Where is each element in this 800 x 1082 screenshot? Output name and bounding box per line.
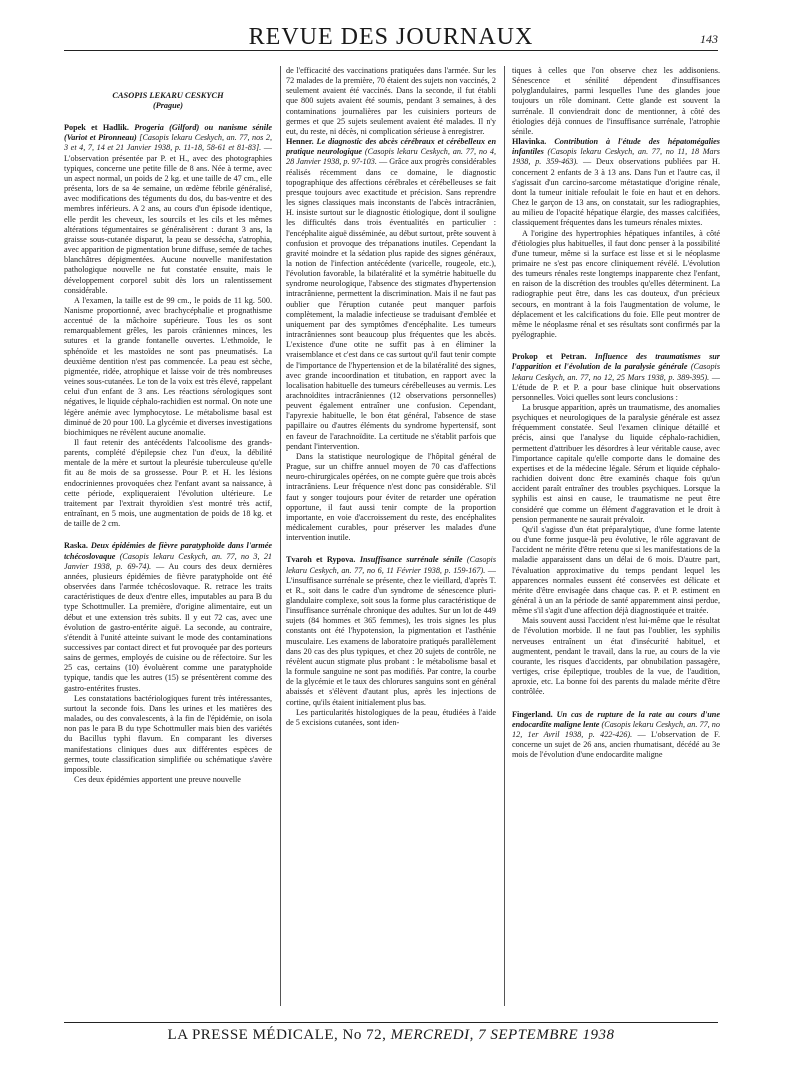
column-1: [64, 66, 272, 1006]
article-title: Un cas de rupture de la rate au cours d'une endocardite maligne lente: [512, 709, 720, 729]
article-lead: [64, 541, 272, 693]
article-citation: (Casopis lekaru Ceskych, an. 77, no 6, 11 Février 1938, p. 159-167).: [286, 555, 496, 575]
article-author: Popek et Hadlik.: [64, 123, 129, 133]
column-2: [286, 66, 496, 1006]
article-paragraph: Ces deux épidémies apportent une preuve nouvelle: [74, 775, 241, 784]
article-paragraph: Les particularités histologiques de la peau, étudiées à l'aide de 5 excisions cutanées, sont iden-: [286, 707, 496, 727]
article-citation: (Casopis lekaru Ceskych, an. 77, no 12, 25 Mars 1938, p. 389-395).: [512, 362, 720, 382]
article-text: — Au cours des deux dernières années, plusieurs épidémies de fièvre paratyphoïde ont été observées dans l'armée tchécoslovaque. R. retrace les traits caractéristiques de deux d'entre elles, imputables au para B du type Schottmuller. La première, d'origine alimentaire, eut un début et une extension très subits. Il y eut 72 cas, avec une évolution de gastro-entérite aiguë. La seconde, au contraire, s'étendit à l'unité atteinte suivant le mode des contaminations successives par contact direct et fut provoquée par des porteurs sains de germes, employés de cuisine ou de réfectoire. Sur les 25 cas, certains (10) évoluèrent comme une paratyphoïde typique, tandis que les autres (15) se présentèrent comme des gastro-entérites frustes.: [64, 561, 272, 693]
article-citation: (Casopis lekaru Ceskych, an. 77, no 3, 21 Janvier 1938, p. 69-74).: [64, 551, 272, 571]
header-rule: [64, 50, 718, 51]
column-3: [512, 66, 720, 1006]
article-rupture-rate: [512, 710, 720, 761]
article-insuffisance-surrenale: [286, 555, 496, 728]
article-author: Prokop et Petran.: [512, 352, 587, 362]
article-lead: [286, 137, 496, 452]
article-text: — L'observation présentée par P. et H., avec des photographies typiques, concerne une petite fille de 8 ans. Née à terme, avec un aspect normal, un poids de 2 kg. et une taille de 47 cm., elle présenta, lors de sa 4e semaine, un œdème fébrile généralisé, avec modifications des téguments du dos, du bas-ventre et des membres inférieurs. A 2 ans, au cours d'un épisode identique, elle perdit les cheveux, les sourcils et les cils et les mêmes altérations tégumentaires se généralisèrent : durant 3 ans, la graisse sous-cutanée disparut, la peau se dessécha, s'atrophia, avec apparition de pigmentation brune diffuse, semée de taches blanchâtres dépigmentées. Aucune nouvelle manifestation pathologique nouvelle ne fut constatée ensuite, mais le développement corporel subit dès lors un ralentissement considérable.: [64, 143, 272, 295]
column-divider: [280, 66, 281, 1006]
article-citation: (Casopis lekaru Ceskych, an. 77, no 4, 28 Janvier 1938, p. 97-103.: [286, 147, 496, 167]
footer-issue-date: MERCREDI, 7 SEPTEMBRE 1938: [390, 1027, 615, 1043]
journal-section-title: REVUE DES JOURNAUX: [248, 24, 534, 50]
page-header: [64, 22, 718, 52]
article-lead: [286, 555, 496, 707]
article-lead: [512, 352, 720, 403]
article-paratyphoide: [64, 541, 272, 785]
article-text: — L'étude de P. et P. a pour base clinique huit observations personnelles. Voici quelles sont leurs conclusions :: [512, 372, 720, 402]
article-author: Tvaroh et Rypova.: [286, 555, 356, 565]
article-author: Henner.: [286, 137, 314, 147]
article-title: Deux épidémies de fièvre paratyphoïde dans l'armée tchécoslovaque: [64, 541, 272, 561]
article-paragraph: Qu'il s'agisse d'un état préparalytique, d'une forme latente ou d'une forme jusque-là peu évolutive, le rôle aggravant de l'accident ne mérite d'être retenu que si les manifestations de la maladie apparaissent dans un délai de 6 mois. D'autre part, l'évaluation approximative du temps pendant lequel les apparences normales eussent été conservées est délicate et mérite d'être envisagée dans chaque cas. P. et P. estiment en général à un an la période de santé apparemment ainsi perdue, même s'il s'agit d'une affection déjà diagnostiquée et traitée.: [512, 524, 720, 616]
article-lead: [512, 710, 720, 761]
article-paragraph: La brusque apparition, après un traumatisme, des anomalies psychiques et neurologiques de la paralysie générale est assez fréquemment constatée. Seul l'examen clinique détaillé et précis, ainsi que l'analyse du liquide céphalo-rachidien, permettent d'attribuer les désordres à leur véritable cause, avec l'importance capitale qu'elle comporte dans le domaine des expertises et de la médecine légale. Sérum et liquide céphalo-rachidien doivent donc être examinés chaque fois qu'un accident paraît entraîner des troubles psychiques. Lorsque la syphilis est ainsi en cause, le traumatisme ne peut être considéré que comme un élément d'aggravation et le droit à pension permanente ne saurait prévaloir.: [512, 403, 720, 524]
article-title: Contribution à l'étude des hépatomégalies infantiles: [512, 137, 720, 157]
article-progeria: [64, 123, 272, 529]
article-columns: [64, 66, 720, 1006]
article-text: — Deux observations publiées par H. concernent 2 enfants de 3 à 13 ans. Dans l'un et l'autre cas, il s'agissait d'un carcino-sarcome métastatique d'origine rénale, dont la tumeur initiale refoulait le foie en haut et en dehors. Chez le garçon de 13 ans, on constatait, sur les radiographies, au milieu de l'opacité hépatique élargie, des masses calcifiées, classiquement fréquentes dans les tumeurs rénales mixtes.: [512, 157, 720, 228]
article-citation: [Casopis lekaru Ceskych, an. 77, nos 2, 3 et 4, 7, 14 et 21 Janvier 1938, p. 11-18, 58-61 et 81-83].: [64, 133, 272, 153]
article-abces-cerebraux: [286, 137, 496, 543]
section-heading: CASOPIS LEKARU CESKYCH: [112, 91, 224, 100]
article-citation: (Casopis lekaru Ceskych, an. 77, no 12, 1er Avril 1938, p. 422-426).: [512, 719, 720, 739]
article-citation: (Casopis lekaru Ceskych, an. 77, no 11, 18 Mars 1938, p. 359-463).: [512, 147, 720, 167]
article-text: — L'observation de F. concerne un sujet de 26 ans, ancien rhumatisant, décédé au 3e mois de l'évolution d'une endocardite maligne: [512, 729, 720, 760]
article-author: Fingerland.: [512, 709, 553, 719]
article-title: Insuffisance surrénale sénile: [359, 555, 463, 565]
article-title: Influence des traumatismes sur l'apparition et l'évolution de la paralysie générale: [512, 352, 720, 372]
article-paragraph: A l'origine des hypertrophies hépatiques infantiles, à côté d'étiologies plus habituelles, il faut donc penser à la possibilité d'une tumeur, même si la surface est lisse et si le néoplasme primaire ne s'est pas encore cliniquement révélé. L'évolution des tumeurs rénales reste longtemps inapparente chez l'enfant, en raison de la discrétion des troubles qu'elles déterminent. La radiographie peut être, dans les cas douteux, d'un précieux secours, en montrant à la fois l'augmentation de volume, le déplacement et les calcifications du foie. Elle peut montrer de même le néoplasme rénal et ses résultats sont confirmés par la pyélographie.: [512, 228, 720, 340]
article-paragraph: Les constatations bactériologiques furent très intéressantes, surtout la seconde fois. Dans les urines et les matières des malades, ou des convalescents, à la fin de l'épidémie, on isola non pas le para B du type Schottmuller mais bien des variétés du Bacillus typhi flavum. En comparant les diverses manifestations cliniques dues aux différentes espèces de germes, toute classification simplifiée ou schématique s'avère impossible.: [64, 693, 272, 774]
article-text: — Grâce aux progrès considérables réalisés récemment dans ce domaine, le diagnostic topographique des affections cérébrales et cérébelleuses se fait presque toujours avec exactitude et précision. Sans reprendre les signes classiques mais inconstants de l'abcès intracrânien, H. insiste surtout sur le diagnostic étiologique, dont il souligne les difficultés dans trois éventualités en particulier : l'encéphalite aiguë disséminée, au début surtout, prête souvent à confusion et provoque des trépanations inutiles. Cependant la gravité moindre et la sédation plus rapide des signes généraux, la notion de l'infection antécédente (varicelle, rougeole, etc.), l'évolution favorable, la bilatéralité et la symétrie habituelle du syndrome neurologique, l'absence des stigmates d'hypertension intracrânienne, permettent la discrimination. Mais il ne faut pas oublier que l'éruption cutanée peut manquer parfois complètement, la maladie infectieuse se traduisant d'emblée et uniquement par des symptômes d'encéphalite. Les tumeurs intracrâniennes sont beaucoup plus fréquentes que les abcès. L'existence d'une otite ne suffit pas à en éliminer la vraisemblance et c'est dans ce cas surtout qu'il faut tenir compte de l'importance de l'hypertension et de la bilatéralité des signes, avec grande incoordination et titubation, en rapport avec la localisation habituelle des tumeurs cérébelleuses au vermis. Les arachnoïdites intracrâniennes (12 observations personnelles) peuvent également entraîner une confusion. Cependant, l'apyrexie habituelle, le bon état général, l'absence de stase papillaire ou d'autres éléments du syndrome hypertensif, sont en faveur de l'arachnoïdite. La certitude ne s'établit parfois que pendant l'intervention.: [286, 157, 496, 451]
footer-journal-name: LA PRESSE MÉDICALE, No 72,: [167, 1027, 387, 1043]
page-number: 143: [700, 32, 718, 46]
article-text: — L'insuffisance surrénale se présente, chez le vieillard, d'après T. et R., soit dans le cadre d'un syndrome de sénescence pluri-glandulaire complexe, soit sous la forme plus caractéristique de l'insuffisance surrénale chronique des adultes. Sur un lot de 449 sujets (84 hommes et 365 femmes), les trois signes les plus constants ont été l'hypotension, la pigmentation et l'asthénie musculaire. Les examens de laboratoire pratiqués parallèlement dans 20 cas des plus typiques, et chez 20 sujets de contrôle, ne révèlent aucun stigmate plus probant : le métabolisme basal et la formule sanguine ne sont pas modifiés. Par contre, la courbe de la glycémie et le taux des chlorures sanguins sont en général abaissés et s'élèvent d'autant plus, après les injections de cortine, qu'ils étaient initialement plus bas.: [286, 565, 496, 707]
article-continuation: tiques à celles que l'on observe chez les addisoniens. Sénescence et sénilité dépendent d'insuffisances polyglandulaires, parmi lesquelles l'une des glandes joue toujours un rôle dominant. Cette glande est souvent la surrénale. Il conviendrait donc de mentionner, à côté des étiologies déjà connues de l'insuffisance surrénale, l'atrophie sénile.: [512, 66, 720, 136]
section-subheading: (Prague): [152, 101, 183, 110]
article-lead: [64, 123, 272, 296]
article-paragraph: Dans la statistique neurologique de l'hôpital général de Prague, sur un chiffre annuel moyen de 70 cas d'affections neuro-chirurgicales opérées, on ne compte guère que trois abcès intracrâniens. Leur fréquence n'est donc pas considérable. S'il faut y songer toujours pour éviter de retarder une opération opportune, il faut aussi tenir compte de la proportion importante, en voie d'accroissement du reste, des encéphalites médicalement curables, pour préserver les malades d'une intervention inutile.: [286, 451, 496, 543]
article-title: Progeria (Gilford) ou nanisme sénile (Variot et Pironneau): [64, 123, 272, 143]
page-footer: [64, 1022, 718, 1044]
article-paragraph: A l'examen, la taille est de 99 cm., le poids de 11 kg. 500. Nanisme proportionné, avec brachycéphalie et prognathisme accentué de la mâchoire supérieure. Tous les os sont remarquablement grêles, les parois crâniennes minces, les sutures et la grande fontanelle ouvertes. L'ethmoïde, le sphénoïde et les mastoïdes ne sont pas pneumatisés. La deuxième dentition n'est pas commencée. La peau est sèche, pigmentée, ridée, atrophique et laisse voir de très nombreuses veines sous-cutanées. Le ton de la voix est très élevé, rappelant celui d'un enfant de 3 ans. Les réactions sérologiques sont négatives, le liquide céphalo-rachidien est normal. On note une légère anémie avec lymphocytose. Le métabolisme basal est diminué de 20 pour 100. La glycémie et diverses investigations biochimiques ne révèlent aucune anomalie.: [64, 295, 272, 437]
article-author: Hlavinka.: [512, 137, 547, 147]
column-divider: [504, 66, 505, 1006]
article-continuation: de l'efficacité des vaccinations pratiquées dans l'armée. Sur les 72 malades de la première, 70 étaient des sujets non vaccinés, 2 seulement avaient été vaccinés. Dans la seconde, il fut établi que 800 sujets avaient été soumis, pendant 3 semaines, à des contaminations journalières par les cuisiniers porteurs de germes et que 25 sujets seulement avaient été malades. Il n'y eut, du reste, ni décès, ni complication sérieuse à enregistrer.: [286, 66, 496, 136]
article-title: Le diagnostic des abcès cérébraux et cérébelleux en pratique neurologique: [286, 137, 496, 157]
article-paragraph: Mais souvent aussi l'accident n'est lui-même que le résultat de l'évolution morbide. Il ne faut pas l'oublier, les syphilis nerveuses entraînent un état d'insécurité habituel, et augmentent, pendant le travail, dans la rue, au cours de la vie courante, les risques d'accidents, par obnubilation passagère, vertiges, crise épileptique, troubles de la vue, de l'audition, aproxie, etc. La bonne foi des parents du malade mérite d'être contrôlée.: [512, 616, 720, 697]
article-author: Raska.: [64, 541, 88, 551]
article-traumatismes: [512, 352, 720, 697]
article-lead: [512, 137, 720, 228]
article-hepatomegalies: [512, 137, 720, 340]
article-paragraph: Il faut retenir des antécédents l'alcoolisme des grands-parents, complété d'épilepsie chez l'un d'eux, la débilité mentale de la mère et surtout la pleurésie tuberculeuse qu'elle fit au 8e mois de sa grossesse. Pour P. et H. les lésions endocriniennes provoquées chez l'enfant avant sa naissance, à cette période, expliqueraient l'évolution ultérieure. Le traitement par l'extrait thyroïdien s'est montré très actif, entraînant, en 5 mois, une augmentation de poids de 18 kg. et de taille de 2 cm.: [64, 438, 272, 529]
